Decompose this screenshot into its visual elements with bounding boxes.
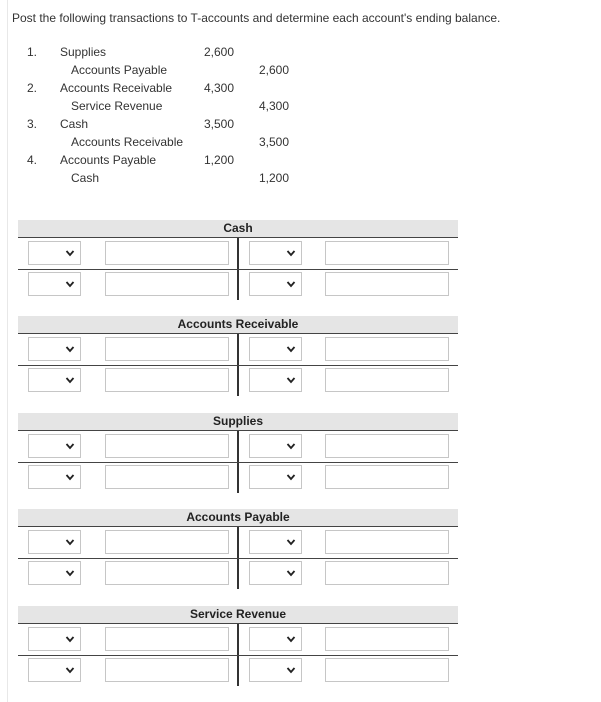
chevron-down-icon — [286, 344, 296, 354]
debit-account-select[interactable] — [28, 337, 81, 361]
debit-account-name: Cash — [60, 117, 89, 131]
debit-account-select[interactable] — [28, 530, 81, 554]
credit-amount: 4,300 — [259, 99, 290, 113]
t-account-title: Accounts Receivable — [18, 316, 458, 333]
debit-amount: 4,300 — [204, 81, 235, 95]
debit-account-select[interactable] — [28, 434, 81, 458]
t-account-accounts-payable — [18, 509, 458, 591]
chevron-down-icon — [286, 279, 296, 289]
debit-amount-input[interactable] — [105, 530, 229, 554]
chevron-down-icon — [286, 375, 296, 385]
debit-amount-input[interactable] — [105, 337, 229, 361]
chevron-down-icon — [65, 375, 75, 385]
credit-account-name: Accounts Payable — [71, 63, 168, 77]
entry-number: 4. — [27, 153, 38, 167]
debit-account-select[interactable] — [28, 627, 81, 651]
debit-amount: 1,200 — [204, 153, 235, 167]
chevron-down-icon — [65, 665, 75, 675]
t-account-row-rule — [18, 365, 458, 366]
credit-account-select[interactable] — [249, 530, 302, 554]
debit-amount-input[interactable] — [105, 627, 229, 651]
credit-account-name: Service Revenue — [71, 99, 163, 113]
debit-account-name: Accounts Payable — [60, 153, 157, 167]
credit-amount-input[interactable] — [325, 272, 449, 296]
t-account-body — [18, 624, 458, 688]
credit-amount-input[interactable] — [325, 241, 449, 265]
chevron-down-icon — [65, 472, 75, 482]
chevron-down-icon — [65, 248, 75, 258]
entry-number: 2. — [27, 81, 38, 95]
credit-account-select[interactable] — [249, 465, 302, 489]
chevron-down-icon — [286, 568, 296, 578]
t-account-body — [18, 431, 458, 495]
credit-account-name: Cash — [71, 171, 100, 185]
debit-amount-input[interactable] — [105, 561, 229, 585]
debit-amount-input[interactable] — [105, 658, 229, 682]
credit-account-select[interactable] — [249, 337, 302, 361]
instructions-text: Post the following transactions to T-accounts and determine each account's ending balance. — [12, 11, 501, 25]
chevron-down-icon — [286, 472, 296, 482]
debit-account-select[interactable] — [28, 241, 81, 265]
t-account-cash — [18, 220, 458, 302]
credit-amount: 3,500 — [259, 135, 290, 149]
entry-number: 1. — [27, 45, 38, 59]
chevron-down-icon — [65, 537, 75, 547]
credit-amount: 1,200 — [259, 171, 290, 185]
chevron-down-icon — [65, 344, 75, 354]
credit-amount-input[interactable] — [325, 368, 449, 392]
t-account-row-rule — [18, 462, 458, 463]
t-account-body — [18, 527, 458, 591]
debit-account-select[interactable] — [28, 658, 81, 682]
credit-account-select[interactable] — [249, 561, 302, 585]
debit-amount: 3,500 — [204, 117, 235, 131]
t-account-supplies — [18, 413, 458, 495]
credit-account-select[interactable] — [249, 272, 302, 296]
debit-amount-input[interactable] — [105, 272, 229, 296]
chevron-down-icon — [286, 665, 296, 675]
t-account-service-revenue — [18, 606, 458, 688]
credit-amount-input[interactable] — [325, 658, 449, 682]
credit-amount-input[interactable] — [325, 561, 449, 585]
chevron-down-icon — [65, 441, 75, 451]
debit-amount-input[interactable] — [105, 368, 229, 392]
credit-account-name: Accounts Receivable — [71, 135, 184, 149]
t-account-title: Cash — [18, 220, 458, 237]
t-account-title: Supplies — [18, 413, 458, 430]
t-account-title: Service Revenue — [18, 606, 458, 623]
t-account-accounts-receivable — [18, 316, 458, 398]
t-account-row-rule — [18, 269, 458, 270]
t-account-body — [18, 238, 458, 302]
debit-amount-input[interactable] — [105, 241, 229, 265]
debit-account-name: Supplies — [60, 45, 107, 59]
chevron-down-icon — [286, 441, 296, 451]
credit-account-select[interactable] — [249, 658, 302, 682]
debit-account-select[interactable] — [28, 561, 81, 585]
credit-account-select[interactable] — [249, 368, 302, 392]
chevron-down-icon — [65, 634, 75, 644]
credit-account-select[interactable] — [249, 241, 302, 265]
debit-amount: 2,600 — [204, 45, 235, 59]
chevron-down-icon — [286, 537, 296, 547]
chevron-down-icon — [286, 248, 296, 258]
credit-account-select[interactable] — [249, 627, 302, 651]
credit-amount-input[interactable] — [325, 434, 449, 458]
chevron-down-icon — [65, 568, 75, 578]
debit-account-select[interactable] — [28, 272, 81, 296]
credit-account-select[interactable] — [249, 434, 302, 458]
credit-amount-input[interactable] — [325, 465, 449, 489]
credit-amount-input[interactable] — [325, 627, 449, 651]
debit-account-select[interactable] — [28, 368, 81, 392]
credit-amount-input[interactable] — [325, 530, 449, 554]
credit-amount: 2,600 — [259, 63, 290, 77]
chevron-down-icon — [286, 634, 296, 644]
t-account-row-rule — [18, 558, 458, 559]
debit-amount-input[interactable] — [105, 434, 229, 458]
debit-account-select[interactable] — [28, 465, 81, 489]
t-account-body — [18, 334, 458, 398]
chevron-down-icon — [65, 279, 75, 289]
t-account-row-rule — [18, 655, 458, 656]
entry-number: 3. — [27, 117, 38, 131]
t-account-title: Accounts Payable — [18, 509, 458, 526]
credit-amount-input[interactable] — [325, 337, 449, 361]
debit-account-name: Accounts Receivable — [60, 81, 173, 95]
debit-amount-input[interactable] — [105, 465, 229, 489]
